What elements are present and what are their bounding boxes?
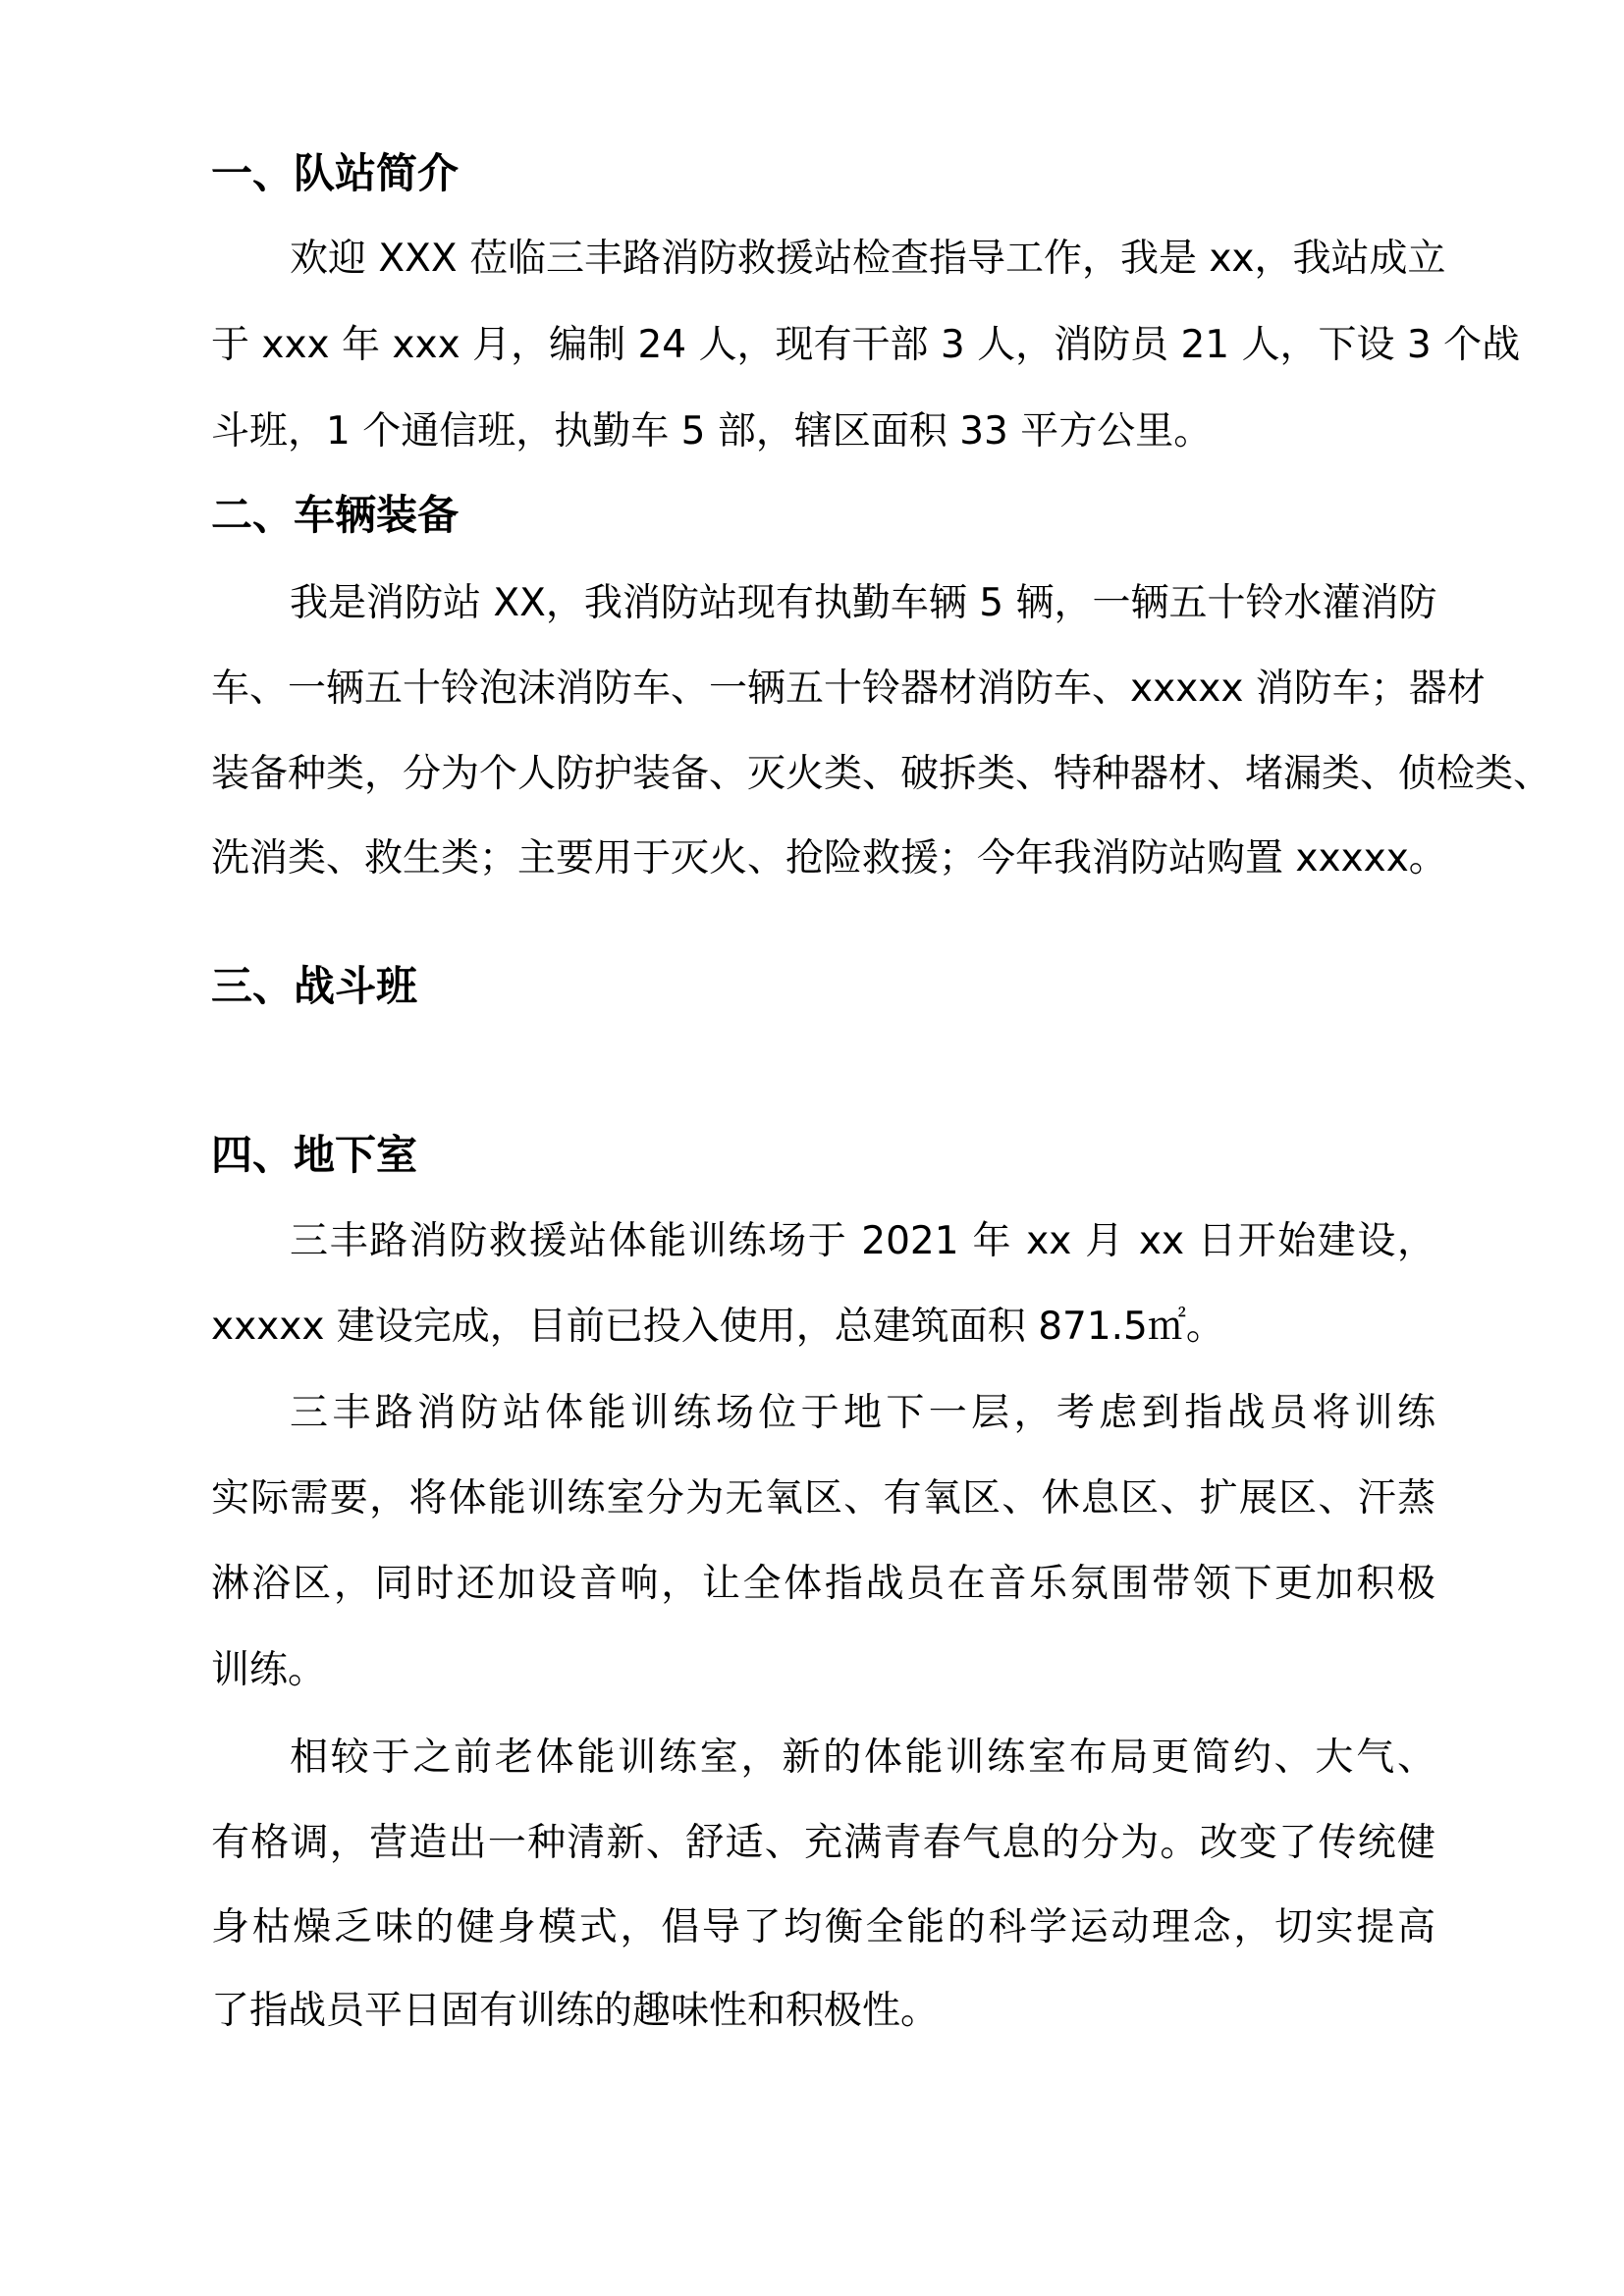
paragraph-line: 淋浴区，同时还加设音响，让全体指战员在音乐氛围带领下更加积极 <box>211 1562 1435 1606</box>
section-heading-station-intro: 一、队站简介 <box>211 149 460 197</box>
paragraph-line: 于 xxx 年 xxx 月，编制 24 人，现有干部 3 人，消防员 21 人，下设 3 个战 <box>211 323 1521 367</box>
paragraph-line: 车、一辆五十铃泡沫消防车、一辆五十铃器材消防车、xxxxx 消防车；器材 <box>211 667 1486 711</box>
paragraph-line: 有格调，营造出一种清新、舒适、充满青春气息的分为。改变了传统健 <box>211 1821 1435 1865</box>
paragraph-line: 实际需要，将体能训练室分为无氧区、有氧区、休息区、扩展区、汗蒸 <box>211 1476 1435 1521</box>
paragraph-line: 了指战员平日固有训练的趣味性和积极性。 <box>211 1989 940 2033</box>
paragraph-line: 欢迎 XXX 莅临三丰路消防救援站检查指导工作，我是 xx，我站成立 <box>290 237 1446 281</box>
paragraph-line: xxxxx 建设完成，目前已投入使用，总建筑面积 871.5㎡。 <box>211 1305 1224 1349</box>
paragraph-line: 斗班，1 个通信班，执勤车 5 部，辖区面积 33 平方公里。 <box>211 409 1213 454</box>
paragraph-line: 三丰路消防救援站体能训练场于 2021 年 xx 月 xx 日开始建设， <box>290 1219 1435 1263</box>
paragraph-line: 装备种类，分为个人防护装备、灭火类、破拆类、特种器材、堵漏类、侦检类、 <box>211 752 1552 796</box>
section-heading-combat-squad: 三、战斗班 <box>211 962 418 1010</box>
paragraph-line: 训练。 <box>211 1648 327 1692</box>
paragraph-line: 相较于之前老体能训练室，新的体能训练室布局更简约、大气、 <box>290 1735 1435 1780</box>
paragraph-line: 身枯燥乏味的健身模式，倡导了均衡全能的科学运动理念，切实提高 <box>211 1905 1435 1949</box>
paragraph-line: 三丰路消防站体能训练场位于地下一层，考虑到指战员将训练 <box>290 1391 1435 1435</box>
section-heading-vehicles: 二、车辆装备 <box>211 491 460 539</box>
paragraph-line: 我是消防站 XX，我消防站现有执勤车辆 5 辆，一辆五十铃水灌消防 <box>290 581 1437 625</box>
section-heading-basement: 四、地下室 <box>211 1131 418 1179</box>
paragraph-line: 洗消类、救生类；主要用于灭火、抢险救援；今年我消防站购置 xxxxx。 <box>211 836 1447 881</box>
